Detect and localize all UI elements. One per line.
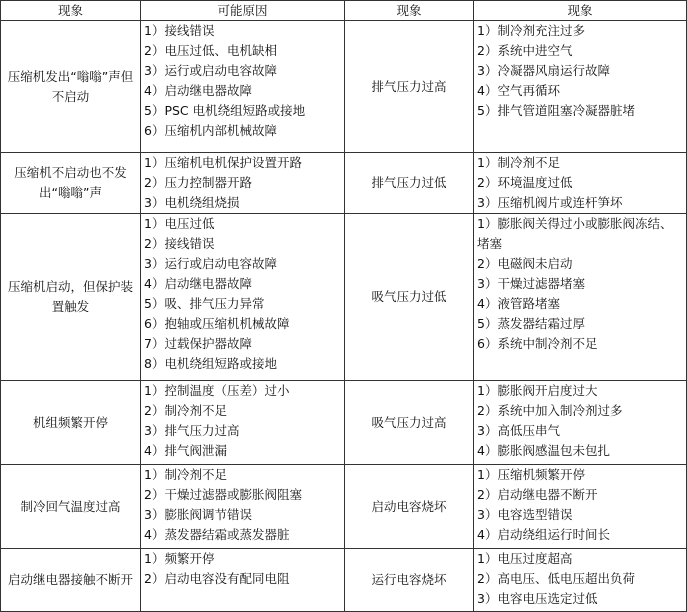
cause-item: 3）电容电压选定过低 [477, 591, 598, 606]
cause-list [477, 214, 683, 354]
cause-item: 2）系统中加入制冷剂过多 [477, 403, 623, 418]
header-possible-causes: 可能原因 [141, 1, 345, 21]
cause-list [477, 549, 683, 609]
cause-item: 6）抱轴或压缩机机械故障 [144, 316, 290, 331]
cause-item: 3）运行或启动电容故障 [144, 63, 277, 78]
cause-list [144, 549, 341, 589]
symptom-cell: 排气压力过低 [345, 153, 474, 214]
symptom-cell: 吸气压力过高 [345, 381, 474, 465]
cause-list [144, 21, 341, 141]
header-symptom-right: 现象 [345, 1, 474, 21]
table-row [1, 153, 687, 214]
cause-item: 4）排气阀泄漏 [144, 443, 227, 458]
table-body [1, 21, 687, 612]
table-row [1, 465, 687, 549]
cause-item: 1）接线错误 [144, 23, 215, 38]
symptom-cell: 压缩机发出“嗡嗡”声但不启动 [1, 21, 141, 153]
cause-item: 4）蒸发器结霜或蒸发器脏 [144, 527, 290, 542]
cause-item: 1）制冷剂充注过多 [477, 23, 585, 38]
cause-item: 2）干燥过滤器或膨胀阀阻塞 [144, 487, 302, 502]
cause-item: 2）启动继电器不断开 [477, 487, 598, 502]
cause-item: 5）PSC 电机绕组短路或接地 [144, 103, 306, 118]
cause-item: 4）启动绕组运行时间长 [477, 527, 610, 542]
cause-item: 1）膨胀阀关得过小或膨胀阀冻结、堵塞 [477, 216, 673, 251]
header-row [1, 1, 687, 21]
cause-item: 3）电机绕组烧损 [144, 195, 240, 210]
cause-item: 2）高电压、低电压超出负荷 [477, 571, 635, 586]
causes-cell [474, 21, 687, 153]
cause-list [144, 153, 341, 213]
cause-item: 2）环境温度过低 [477, 175, 573, 190]
cause-list [477, 21, 683, 121]
cause-item: 4）启动继电器故障 [144, 83, 252, 98]
cause-item: 2）系统中进空气 [477, 43, 573, 58]
cause-item: 3）冷凝器风扇运行故障 [477, 63, 610, 78]
symptom-cell: 吸气压力过低 [345, 214, 474, 381]
symptom-cell: 启动电容烧坏 [345, 465, 474, 549]
causes-cell [141, 214, 345, 381]
table-row [1, 381, 687, 465]
causes-cell [474, 153, 687, 214]
symptom-cell: 启动继电器接触不断开 [1, 549, 141, 612]
cause-list [477, 465, 683, 545]
cause-list [144, 465, 341, 545]
cause-item: 5）排气管道阻塞冷凝器脏堵 [477, 103, 635, 118]
cause-item: 3）运行或启动电容故障 [144, 256, 277, 271]
cause-item: 1）控制温度（压差）过小 [144, 383, 290, 398]
cause-item: 2）电压过低、电机缺相 [144, 43, 277, 58]
cause-item: 5）吸、排气压力异常 [144, 296, 265, 311]
cause-item: 3）膨胀阀调节错误 [144, 507, 252, 522]
causes-cell [141, 153, 345, 214]
symptom-cell: 机组频繁开停 [1, 381, 141, 465]
cause-item: 1）制冷剂不足 [144, 467, 227, 482]
cause-item: 8）电机绕组短路或接地 [144, 356, 277, 371]
causes-cell [141, 465, 345, 549]
cause-item: 7）过载保护器故障 [144, 336, 252, 351]
causes-cell [474, 381, 687, 465]
header-symptom-causes-right: 现象 [474, 1, 687, 21]
symptom-cell: 制冷回气温度过高 [1, 465, 141, 549]
symptom-cell: 运行电容烧坏 [345, 549, 474, 612]
cause-list [144, 214, 341, 374]
symptom-cell: 压缩机不启动也不发出“嗡嗡”声 [1, 153, 141, 214]
cause-item: 2）接线错误 [144, 236, 215, 251]
cause-item: 1）电压过低 [144, 216, 215, 231]
cause-item: 2）压力控制器开路 [144, 175, 252, 190]
table-row [1, 214, 687, 381]
causes-cell [141, 381, 345, 465]
cause-item: 1）电压过度超高 [477, 551, 573, 566]
cause-item: 4）启动继电器故障 [144, 276, 252, 291]
cause-item: 3）排气压力过高 [144, 423, 240, 438]
cause-item: 6）压缩机内部机械故障 [144, 123, 277, 138]
cause-list [477, 381, 683, 461]
cause-list [477, 153, 683, 213]
symptom-cell: 排气压力过高 [345, 21, 474, 153]
cause-item: 1）制冷剂不足 [477, 155, 560, 170]
cause-item: 3）干燥过滤器堵塞 [477, 276, 585, 291]
cause-item: 1）频繁开停 [144, 551, 215, 566]
causes-cell [141, 21, 345, 153]
cause-item: 3）高低压串气 [477, 423, 560, 438]
table-row [1, 549, 687, 612]
cause-item: 2）启动电容没有配同电阻 [144, 571, 290, 586]
cause-item: 2）电磁阀未启动 [477, 256, 573, 271]
cause-item: 5）蒸发器结霜过厚 [477, 316, 585, 331]
symptom-cell: 压缩机启动，但保护装置触发 [1, 214, 141, 381]
header-symptom-left: 现象 [1, 1, 141, 21]
cause-item: 4）液管路堵塞 [477, 296, 560, 311]
cause-item: 6）系统中制冷剂不足 [477, 336, 598, 351]
cause-item: 3）电容选型错误 [477, 507, 573, 522]
causes-cell [474, 214, 687, 381]
cause-item: 1）压缩机频繁开停 [477, 467, 585, 482]
causes-cell [474, 549, 687, 612]
cause-item: 4）空气再循环 [477, 83, 560, 98]
cause-item: 4）膨胀阀感温包未包扎 [477, 443, 610, 458]
cause-list [144, 381, 341, 461]
cause-item: 1）压缩机电机保护设置开路 [144, 155, 302, 170]
table-row [1, 21, 687, 153]
cause-item: 3）压缩机阀片或连杆笋坏 [477, 195, 623, 210]
cause-item: 2）制冷剂不足 [144, 403, 227, 418]
cause-item: 1）膨胀阀开启度过大 [477, 383, 598, 398]
causes-cell [141, 549, 345, 612]
causes-cell [474, 465, 687, 549]
